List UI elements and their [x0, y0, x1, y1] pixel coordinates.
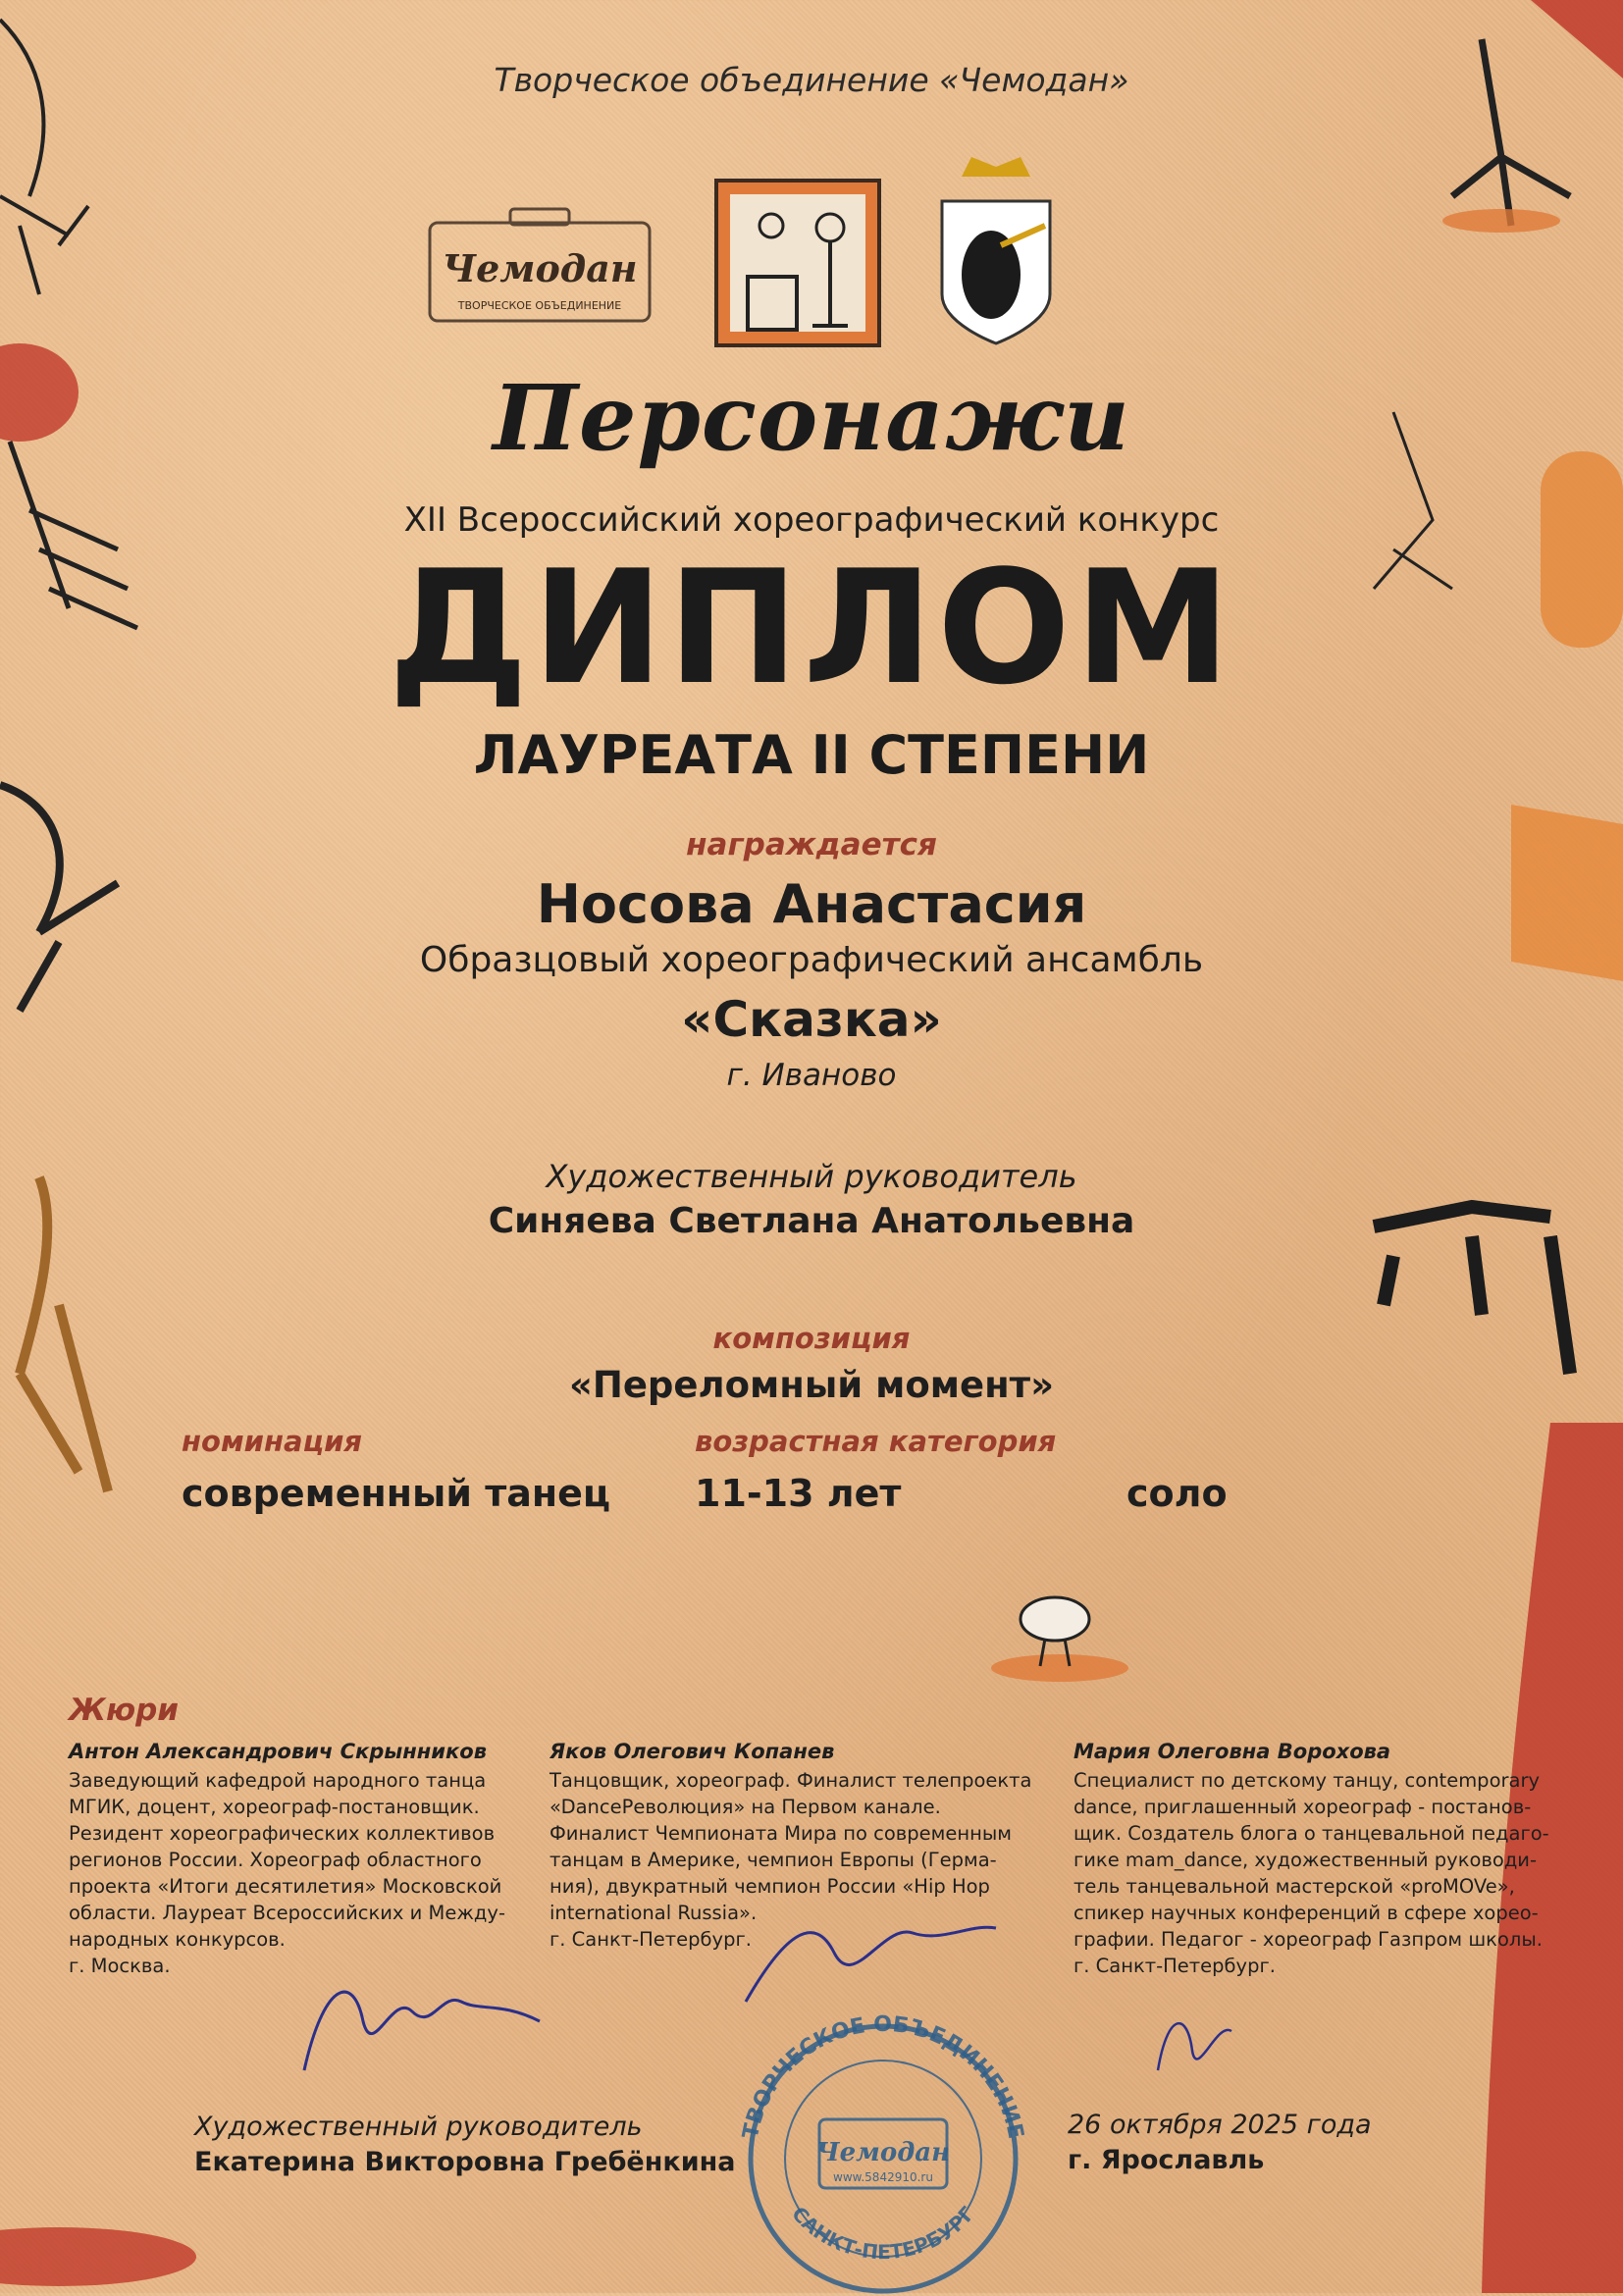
organization-line: Творческое объединение «Чемодан» — [494, 61, 1129, 99]
signature-jury-1 — [285, 1962, 550, 2090]
performance-form-value: соло — [1126, 1472, 1228, 1515]
suitcase-logo-subtext: ТВОРЧЕСКОЕ ОБЪЕДИНЕНИЕ — [457, 299, 622, 312]
suitcase-logo-icon — [422, 201, 657, 329]
signature-jury-2 — [726, 1904, 1001, 2011]
jury-member-bio-line: international Russia». — [550, 1902, 758, 1924]
jury-member-bio-line: гике mam_dance, художественный руководи- — [1073, 1849, 1538, 1871]
jury-member-bio-line: МГИК, доцент, хореограф-постановщик. — [69, 1796, 480, 1818]
jury-member-bio-line: проекта «Итоги десятилетия» Московской — [69, 1875, 502, 1898]
footer-director-label: Художественный руководитель — [194, 2112, 643, 2142]
stamp-site: www.5842910.ru — [833, 2170, 933, 2184]
jury-member-name: Яков Олегович Копанев — [550, 1740, 835, 1763]
ensemble-type: Образцовый хореографический ансамбль — [419, 940, 1204, 980]
stamp-bottom-text: САНКТ-ПЕТЕРБУРГ — [787, 2202, 979, 2265]
contest-subtitle: XII Всероссийский хореографический конкурс — [403, 500, 1220, 540]
footer-date: 26 октября 2025 года — [1068, 2110, 1372, 2140]
signature-jury-3 — [1148, 2002, 1236, 2080]
jury-member-bio-line: «DanceРеволюция» на Первом канале. — [550, 1796, 941, 1818]
stamp-top-text: ТВОРЧЕСКОЕ ОБЪЕДИНЕНИЕ — [738, 2011, 1028, 2141]
puppet-theatre-logo-icon — [714, 179, 881, 347]
composition-name: «Переломный момент» — [568, 1364, 1055, 1406]
nomination-label: номинация — [182, 1425, 363, 1458]
jury-member-bio-line: Финалист Чемпионата Мира по современным — [550, 1822, 1012, 1845]
jury-member-bio-line: графии. Педагог - хореограф Газпром школы. — [1073, 1928, 1543, 1951]
yaroslavl-coat-of-arms-icon — [932, 147, 1060, 348]
jury-member-bio-line: Специалист по детскому танцу, contemporary — [1073, 1769, 1541, 1792]
footer-director-name: Екатерина Викторовна Гребёнкина — [194, 2147, 736, 2177]
jury-member-name: Антон Александрович Скрынников — [69, 1740, 487, 1763]
jury-member-bio-line: г. Москва. — [69, 1955, 171, 1977]
jury-member-bio-line: танцам в Америке, чемпион Европы (Герма- — [550, 1849, 997, 1871]
jury-member-bio-line: г. Санкт-Петербург. — [1073, 1955, 1276, 1977]
jury-member-bio-line: тель танцевальной мастерской «proMOVe», — [1073, 1875, 1515, 1898]
jury-member-1 — [69, 1739, 530, 1979]
laureate-degree: ЛАУРЕАТА II СТЕПЕНИ — [473, 724, 1150, 786]
footer-city: г. Ярославль — [1068, 2145, 1265, 2175]
awardee-name: Носова Анастасия — [536, 873, 1087, 935]
contest-name: Персонажи — [493, 365, 1130, 471]
jury-member-bio-line: Танцовщик, хореограф. Финалист телепроекта — [550, 1769, 1032, 1792]
age-category-value: 11-13 лет — [695, 1472, 902, 1515]
jury-member-bio-line: ния), двукратный чемпион России «Hip Hop — [550, 1875, 990, 1898]
jury-member-name: Мария Олеговна Ворохова — [1073, 1740, 1391, 1763]
composition-label: композиция — [712, 1322, 911, 1355]
ensemble-name: «Сказка» — [681, 991, 942, 1048]
jury-member-bio-line: Резидент хореографических коллективов — [69, 1822, 496, 1845]
director-label: Художественный руководитель — [546, 1158, 1077, 1195]
jury-member-bio-line: Заведующий кафедрой народного танца — [69, 1769, 487, 1792]
jury-member-bio-line: области. Лауреат Всероссийских и Между- — [69, 1902, 505, 1924]
jury-member-bio-line: регионов России. Хореограф областного — [69, 1849, 482, 1871]
nomination-value: современный танец — [182, 1472, 611, 1515]
age-category-label: возрастная категория — [695, 1425, 1057, 1458]
awardee-city: г. Иваново — [726, 1058, 897, 1093]
jury-member-bio-line: г. Санкт-Петербург. — [550, 1928, 752, 1951]
diploma-title: ДИПЛОМ — [388, 536, 1235, 719]
jury-member-bio-line: dance, приглашенный хореограф - постанов- — [1073, 1796, 1532, 1818]
svg-text:САНКТ-ПЕТЕРБУРГ — [787, 2202, 979, 2264]
director-name: Синяева Светлана Анатольевна — [488, 1201, 1135, 1241]
jury-member-bio-line: щик. Создатель блога о танцевальной педаго- — [1073, 1822, 1549, 1845]
suitcase-logo-text: Чемодан — [442, 246, 638, 290]
svg-text:ТВОРЧЕСКОЕ ОБЪЕДИНЕНИЕ — [739, 2012, 1028, 2141]
jury-member-3 — [1073, 1739, 1564, 1979]
stamp-center-text: Чемодан — [815, 2138, 951, 2167]
awarded-label: награждается — [686, 827, 937, 862]
organization-stamp — [716, 2002, 1050, 2296]
jury-title: Жюри — [69, 1693, 179, 1728]
jury-member-bio-line: народных конкурсов. — [69, 1928, 286, 1951]
bird-icon — [981, 1570, 1138, 1688]
jury-member-bio-line: спикер научных конференций в сфере хорео- — [1073, 1902, 1539, 1924]
